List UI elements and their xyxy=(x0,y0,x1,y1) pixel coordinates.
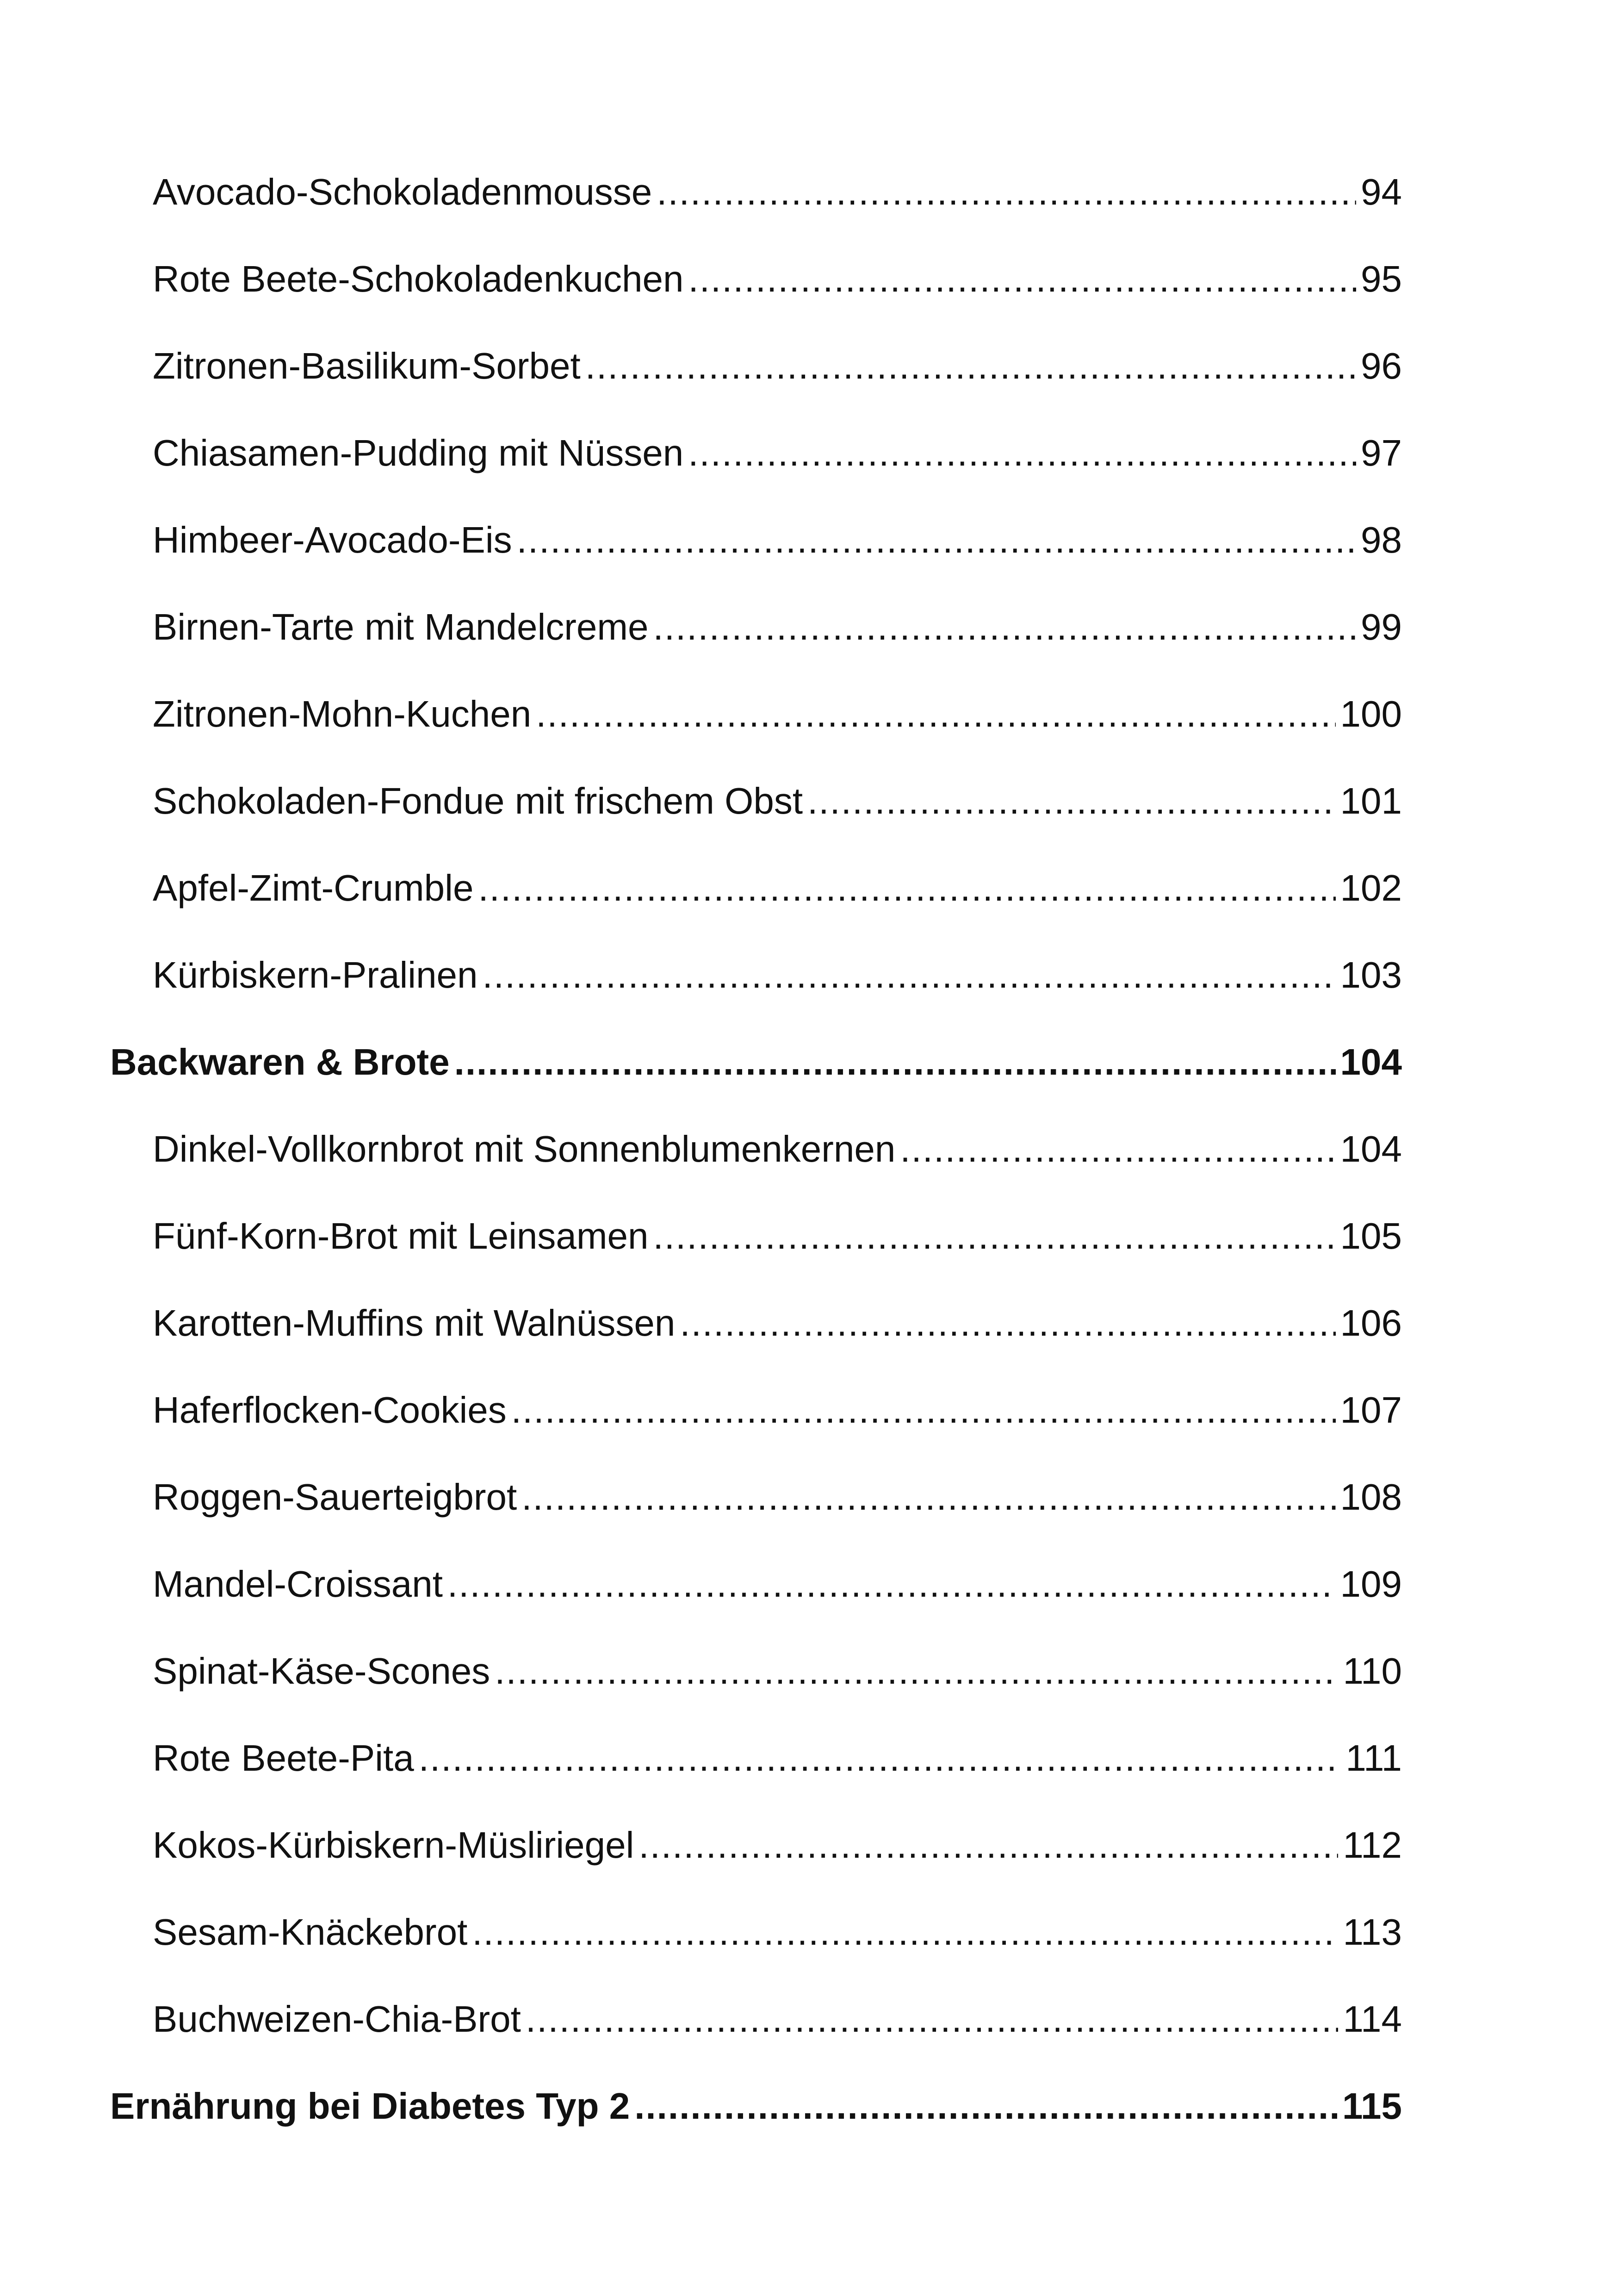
toc-dot-leader xyxy=(585,338,1356,394)
toc-entry-title: Rote Beete-Schokoladenkuchen xyxy=(153,258,684,299)
toc-entry-page: 106 xyxy=(1340,1302,1402,1344)
toc-entry[interactable] xyxy=(153,1556,1402,1612)
toc-entry-page: 102 xyxy=(1340,867,1402,908)
toc-entry[interactable] xyxy=(153,599,1402,655)
toc-entry-title: Dinkel-Vollkornbrot mit Sonnenblumenkernen xyxy=(153,1128,896,1170)
toc-dot-leader xyxy=(517,512,1356,568)
toc-entry-title: Kokos-Kürbiskern-Müsliriegel xyxy=(153,1824,634,1866)
toc-entry-page: 94 xyxy=(1361,171,1402,212)
toc-entry-title: Apfel-Zimt-Crumble xyxy=(153,867,474,908)
toc-entry[interactable] xyxy=(153,425,1402,481)
toc-dot-leader xyxy=(536,686,1335,742)
toc-entry[interactable] xyxy=(153,1991,1402,2047)
toc-dot-leader xyxy=(454,1034,1336,1090)
toc-entry-page: 109 xyxy=(1340,1563,1402,1605)
toc-entry-page: 103 xyxy=(1340,954,1402,996)
toc-dot-leader xyxy=(511,1382,1336,1438)
toc-entry-page: 113 xyxy=(1343,1911,1402,1953)
toc-entry-title: Backwaren & Brote xyxy=(110,1041,450,1083)
toc-entry-page: 110 xyxy=(1343,1650,1402,1692)
toc-entry[interactable] xyxy=(153,1295,1402,1351)
toc-dot-leader xyxy=(419,1730,1341,1786)
toc-dot-leader xyxy=(653,599,1356,655)
toc-entry-page: 104 xyxy=(1340,1128,1402,1170)
toc-dot-leader xyxy=(472,1904,1338,1960)
toc-dot-leader xyxy=(680,1295,1335,1351)
toc-entry-title: Schokoladen-Fondue mit frischem Obst xyxy=(153,780,803,821)
toc-entry-title: Sesam-Knäckebrot xyxy=(153,1911,468,1953)
toc-entry[interactable] xyxy=(153,1643,1402,1699)
toc-dot-leader xyxy=(639,1817,1338,1873)
toc-entry-page: 101 xyxy=(1340,780,1402,821)
toc-entry[interactable] xyxy=(153,947,1402,1003)
toc-entry[interactable] xyxy=(153,1817,1402,1873)
toc-entry[interactable] xyxy=(153,1121,1402,1177)
toc-dot-leader xyxy=(495,1643,1338,1699)
toc-dot-leader xyxy=(478,860,1335,916)
toc-entry-title: Ernährung bei Diabetes Typ 2 xyxy=(110,2085,630,2127)
toc-entry-title: Karotten-Muffins mit Walnüssen xyxy=(153,1302,676,1344)
toc-entry-page: 98 xyxy=(1361,519,1402,560)
toc-entry-title: Birnen-Tarte mit Mandelcreme xyxy=(153,606,649,647)
toc-entry[interactable] xyxy=(153,512,1402,568)
toc-dot-leader xyxy=(447,1556,1336,1612)
toc-entry-page: 108 xyxy=(1340,1476,1402,1518)
toc-entry[interactable] xyxy=(153,773,1402,829)
toc-dot-leader xyxy=(483,947,1336,1003)
toc-entry[interactable] xyxy=(153,1208,1402,1264)
toc-section-heading[interactable] xyxy=(110,1034,1402,1090)
toc-entry[interactable] xyxy=(153,1730,1402,1786)
toc-entry-title: Rote Beete-Pita xyxy=(153,1737,414,1779)
toc-entry-page: 111 xyxy=(1345,1737,1402,1779)
toc-section-heading[interactable] xyxy=(110,2078,1402,2134)
toc-entry[interactable] xyxy=(153,686,1402,742)
toc-entry-title: Spinat-Käse-Scones xyxy=(153,1650,490,1692)
toc-entry[interactable] xyxy=(153,1904,1402,1960)
toc-entry-title: Zitronen-Mohn-Kuchen xyxy=(153,693,532,734)
toc-entry-title: Zitronen-Basilikum-Sorbet xyxy=(153,345,581,386)
toc-dot-leader xyxy=(657,164,1356,220)
toc-entry-page: 104 xyxy=(1340,1041,1402,1083)
toc-dot-leader xyxy=(634,2078,1338,2134)
toc-entry-page: 105 xyxy=(1340,1215,1402,1257)
toc-entry[interactable] xyxy=(153,164,1402,220)
toc-entry-title: Fünf-Korn-Brot mit Leinsamen xyxy=(153,1215,649,1257)
toc-dot-leader xyxy=(688,251,1356,307)
toc-entry-page: 107 xyxy=(1340,1389,1402,1431)
toc-dot-leader xyxy=(807,773,1335,829)
toc-entry[interactable] xyxy=(153,1382,1402,1438)
toc-entry-page: 99 xyxy=(1361,606,1402,647)
toc-entry[interactable] xyxy=(153,338,1402,394)
toc-entry-title: Mandel-Croissant xyxy=(153,1563,443,1605)
toc-dot-leader xyxy=(653,1208,1336,1264)
toc-dot-leader xyxy=(521,1469,1335,1525)
toc-entry[interactable] xyxy=(153,860,1402,916)
toc-entry-title: Roggen-Sauerteigbrot xyxy=(153,1476,517,1518)
toc-entry-page: 97 xyxy=(1361,432,1402,473)
toc-entry-page: 100 xyxy=(1340,693,1402,734)
toc-entry-title: Haferflocken-Cookies xyxy=(153,1389,507,1431)
toc-entry-title: Chiasamen-Pudding mit Nüssen xyxy=(153,432,684,473)
toc-entry-title: Kürbiskern-Pralinen xyxy=(153,954,478,996)
toc-dot-leader xyxy=(900,1121,1335,1177)
toc-entry-page: 115 xyxy=(1342,2085,1402,2127)
toc-entry-page: 95 xyxy=(1361,258,1402,299)
toc-dot-leader xyxy=(526,1991,1339,2047)
toc-entry-page: 114 xyxy=(1343,1998,1402,2040)
toc-entry-title: Himbeer-Avocado-Eis xyxy=(153,519,512,560)
toc-entry-page: 112 xyxy=(1343,1824,1402,1866)
toc-entry-title: Buchweizen-Chia-Brot xyxy=(153,1998,521,2040)
toc-entry-page: 96 xyxy=(1361,345,1402,386)
toc-entry[interactable] xyxy=(153,1469,1402,1525)
toc-entry-title: Avocado-Schokoladenmousse xyxy=(153,171,652,212)
toc-entry[interactable] xyxy=(153,251,1402,307)
toc-dot-leader xyxy=(688,425,1356,481)
